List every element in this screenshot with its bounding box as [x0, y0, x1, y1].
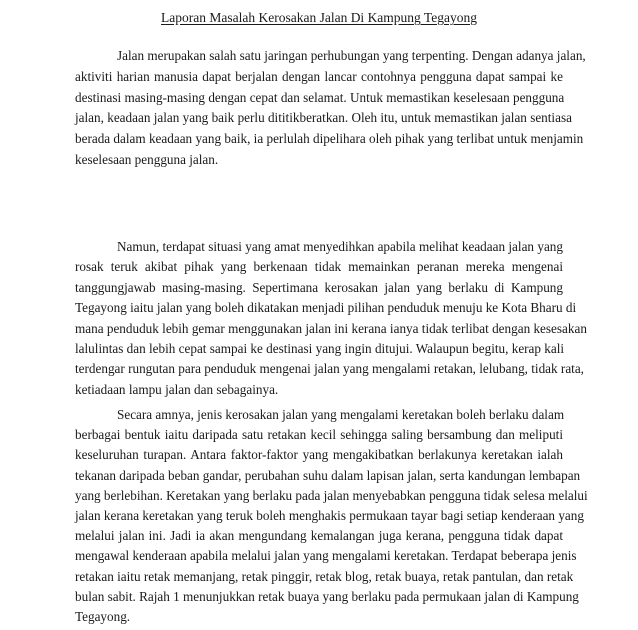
paragraph-1-line-1: Jalan merupakan salah satu jaringan perhubungan yang terpenting. Dengan adanya jalan, — [117, 48, 586, 63]
paragraph-1-line-4: jalan, keadaan jalan yang baik perlu dititikberatkan. Oleh itu, untuk memastikan jalan sentiasa — [75, 110, 572, 126]
paragraph-3-line-11: Tegayong. — [75, 609, 131, 624]
paragraph-3-line-5: yang berlebihan. Keretakan yang berlaku pada jalan menyebabkan pengguna tidak selesa melalui — [75, 487, 588, 503]
paragraph-2-line-8: ketiadaan lampu jalan dan sebagainya. — [75, 381, 279, 397]
paragraph-3-line-6: jalan kerana keretakan yang teruk boleh menghakis permukaan tayar bagi setiap kenderaan yang — [75, 508, 584, 523]
paragraph-3-line-7: melalui jalan ini. Jadi ia akan mengundang kemalangan juga kerana, pengguna tidak dapat — [75, 528, 563, 544]
paragraph-1-line-3: destinasi masing-masing dengan cepat dan selamat. Untuk memastikan keselesaan pengguna — [75, 89, 565, 105]
paragraph-1-line-6: keselesaan pengguna jalan. — [75, 152, 219, 167]
paragraph-1-line-2: aktiviti harian manusia dapat berjalan dengan lancar contohnya pengguna dapat sampai ke — [75, 68, 563, 84]
paragraph-3-line-10: bulan sabit. Rajah 1 menunjukkan retak buaya yang berlaku pada permukaan jalan di Kampung — [75, 588, 579, 604]
document-title: Laporan Masalah Kerosakan Jalan Di Kampung Tegayong — [161, 10, 477, 25]
paragraph-3-line-4: tekanan daripada beban gandar, perubahan suhu dalam lapisan jalan, serta kandungan lembapan — [75, 467, 581, 483]
paragraph-3-line-2: berbagai bentuk iaitu daripada satu retakan kecil sehingga saling bersambung dan meliputi — [75, 427, 563, 443]
paragraph-2-line-2: rosak teruk akibat pihak yang berkenaan tidak memainkan peranan mereka mengenai — [75, 259, 563, 275]
paragraph-3-line-3: keseluruhan turapan. Antara faktor-faktor yang mengakibatkan berlakunya keretakan ialah — [75, 447, 563, 463]
paragraph-3-line-9: retakan iaitu retak memanjang, retak pinggir, retak blog, retak buaya, retak pantulan, dan retak — [75, 568, 574, 584]
paragraph-3-line-8: mengawal kenderaan apabila melalui jalan yang mengalami keretakan. Terdapat beberapa jenis — [75, 548, 577, 564]
paragraph-2-line-3: tanggungjawab masing-masing. Sepertimana kerosakan jalan yang berlaku di Kampung — [75, 279, 563, 295]
paragraph-2-line-1: Namun, terdapat situasi yang amat menyedihkan apabila melihat keadaan jalan yang — [117, 239, 563, 254]
paragraph-1-line-5: berada dalam keadaan yang baik, ia perlulah dipelihara oleh pihak yang terlibat untuk menjamin — [75, 131, 584, 147]
paragraph-2-line-6: lalulintas dan lebih cepat sampai ke destinasi yang ingin ditujui. Walaupun begitu, kerap kali — [75, 341, 565, 356]
paragraph-2-line-7: terdengar rungutan para penduduk mengenai jalan yang mengalami retakan, lelubang, tidak rata, — [75, 361, 584, 377]
paragraph-3-line-1: Secara amnya, jenis kerosakan jalan yang mengalami keretakan boleh berlaku dalam — [117, 407, 565, 422]
paragraph-2-line-5: mana penduduk lebih gemar menggunakan jalan ini kerana ianya tidak terlibat dengan kesesakan — [75, 320, 587, 336]
paragraph-2-line-4: Tegayong iaitu jalan yang boleh dikatakan menjadi pilihan penduduk menuju ke Kota Bharu di — [75, 300, 577, 316]
